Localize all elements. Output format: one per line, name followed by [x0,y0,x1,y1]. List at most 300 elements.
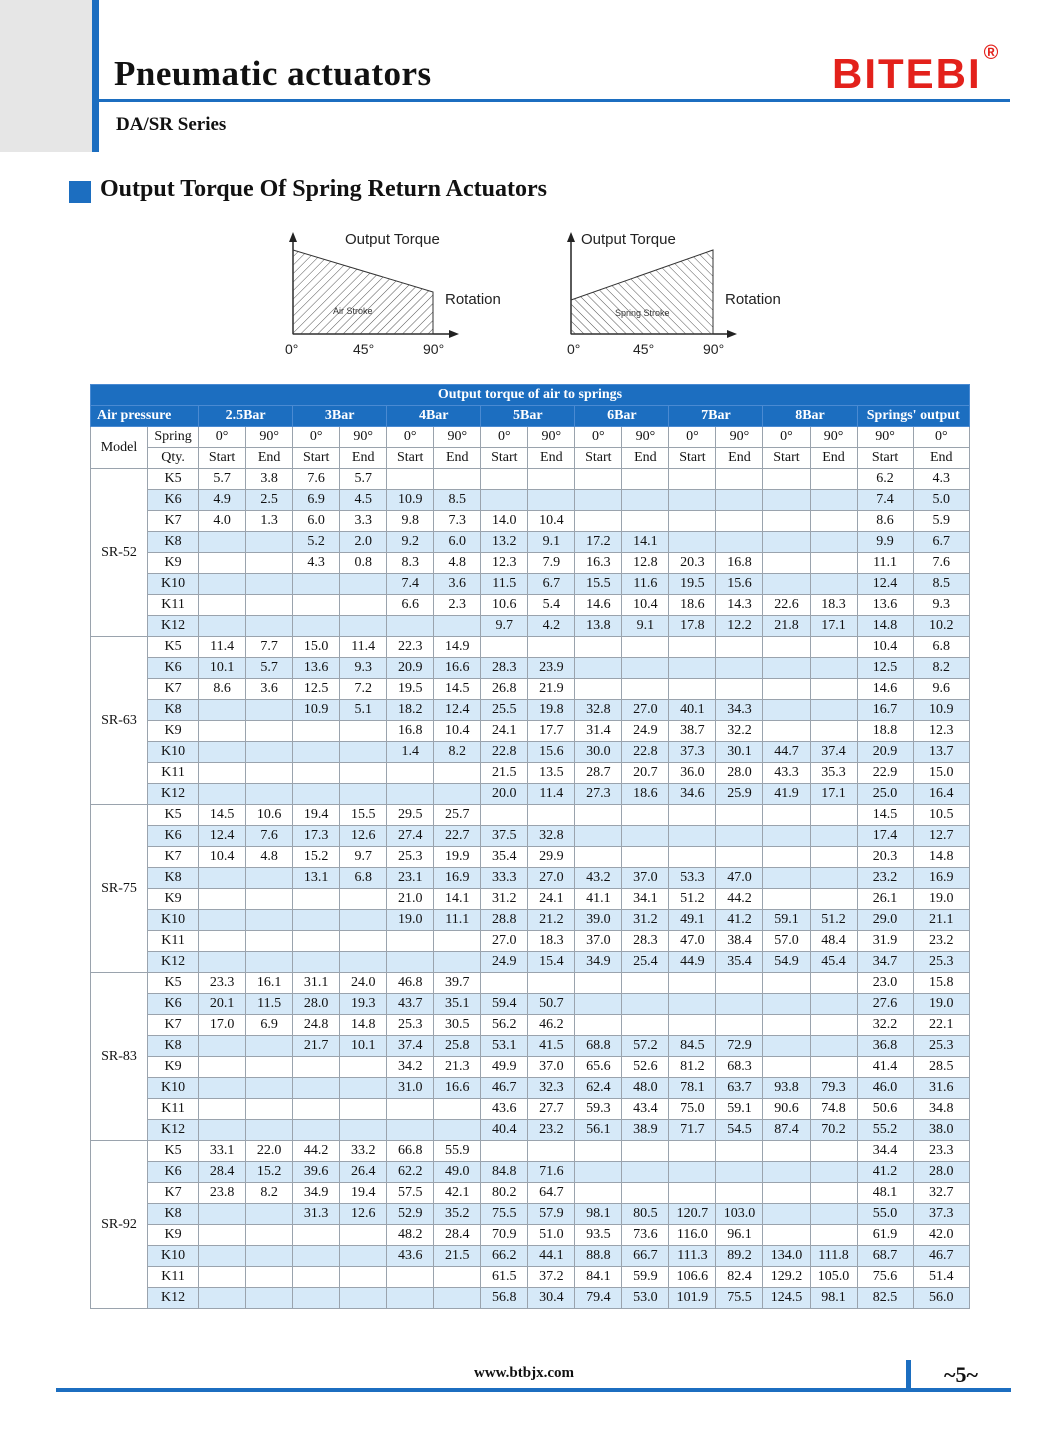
torque-cell: 61.9 [857,1225,913,1246]
spring-qty-cell: K10 [148,1078,199,1099]
torque-cell: 27.0 [622,700,669,721]
torque-cell [199,616,246,637]
torque-cell [528,1141,575,1162]
torque-cell: 14.8 [857,616,913,637]
torque-cell [669,826,716,847]
torque-cell [246,700,293,721]
torque-cell: 0.8 [340,553,387,574]
torque-cell: 13.7 [913,742,969,763]
torque-cell [246,742,293,763]
torque-cell: 25.3 [913,1036,969,1057]
spring-qty-cell: K12 [148,952,199,973]
springs-output-header: Springs' output [857,406,969,427]
torque-cell [622,805,669,826]
torque-cell: 26.8 [481,679,528,700]
torque-cell: 55.9 [434,1141,481,1162]
tick-90: 90° [703,341,725,357]
torque-cell [199,784,246,805]
torque-cell: 27.0 [481,931,528,952]
torque-cell: 52.6 [622,1057,669,1078]
torque-cell: 43.6 [387,1246,434,1267]
torque-cell: 5.1 [340,700,387,721]
torque-cell [810,574,857,595]
torque-cell [810,1225,857,1246]
torque-cell: 13.1 [293,868,340,889]
torque-cell: 13.5 [528,763,575,784]
table-row [91,1015,970,1036]
torque-cell: 9.7 [481,616,528,637]
table-row [91,1099,970,1120]
torque-cell: 38.0 [913,1120,969,1141]
torque-cell [763,994,810,1015]
torque-cell [763,1036,810,1057]
torque-cell: 16.3 [575,553,622,574]
torque-cell [340,910,387,931]
angle-header: 90° [434,427,481,448]
torque-cell: 4.5 [340,490,387,511]
torque-cell [669,679,716,700]
torque-cell [340,1288,387,1309]
torque-cell: 10.4 [857,637,913,658]
torque-cell: 106.6 [669,1267,716,1288]
torque-cell: 31.2 [622,910,669,931]
table-row [91,1267,970,1288]
torque-cell [199,532,246,553]
torque-cell [246,553,293,574]
angle-header: 0° [669,427,716,448]
torque-cell [246,721,293,742]
torque-cell: 15.8 [913,973,969,994]
torque-cell: 7.9 [528,553,575,574]
torque-cell: 90.6 [763,1099,810,1120]
torque-cell: 20.0 [481,784,528,805]
torque-cell: 37.0 [528,1057,575,1078]
torque-cell: 47.0 [669,931,716,952]
torque-cell: 75.6 [857,1267,913,1288]
torque-cell: 29.9 [528,847,575,868]
start-header: Start [387,448,434,469]
torque-cell: 9.6 [913,679,969,700]
torque-cell: 75.5 [716,1288,763,1309]
torque-cell: 23.1 [387,868,434,889]
torque-cell [763,469,810,490]
torque-cell [481,490,528,511]
start-header: Start [763,448,810,469]
torque-cell: 56.0 [913,1288,969,1309]
table-row [91,973,970,994]
spring-qty-cell: K6 [148,826,199,847]
torque-cell [575,1015,622,1036]
torque-cell [199,595,246,616]
torque-cell [199,700,246,721]
torque-cell [246,1204,293,1225]
angle-header: 0° [763,427,810,448]
torque-cell: 15.6 [716,574,763,595]
torque-cell: 51.2 [810,910,857,931]
torque-cell [293,742,340,763]
torque-cell: 22.1 [913,1015,969,1036]
torque-cell [340,721,387,742]
torque-cell [293,1246,340,1267]
header-rule [99,99,1010,102]
torque-cell [246,952,293,973]
torque-cell: 9.3 [340,658,387,679]
torque-cell: 41.5 [528,1036,575,1057]
torque-cell: 57.0 [763,931,810,952]
torque-cell [293,1057,340,1078]
torque-cell: 37.2 [528,1267,575,1288]
torque-cell [810,469,857,490]
torque-cell: 64.7 [528,1183,575,1204]
torque-cell: 14.1 [622,532,669,553]
torque-cell: 5.7 [340,469,387,490]
torque-cell: 20.3 [669,553,716,574]
torque-cell: 84.8 [481,1162,528,1183]
torque-cell [763,1183,810,1204]
table-row [91,805,970,826]
torque-cell [246,868,293,889]
torque-cell [246,574,293,595]
torque-cell: 24.8 [293,1015,340,1036]
torque-cell: 32.3 [528,1078,575,1099]
torque-cell [622,511,669,532]
torque-cell [575,490,622,511]
torque-cell [340,595,387,616]
torque-cell: 6.9 [293,490,340,511]
pressure-header: 6Bar [575,406,669,427]
torque-cell [575,805,622,826]
angle-header: 0° [575,427,622,448]
torque-cell: 1.4 [387,742,434,763]
torque-cell: 30.0 [575,742,622,763]
torque-cell [716,805,763,826]
torque-cell: 54.9 [763,952,810,973]
torque-cell: 25.7 [434,805,481,826]
torque-cell [340,1225,387,1246]
torque-cell [387,784,434,805]
torque-cell: 11.5 [246,994,293,1015]
torque-cell [199,1267,246,1288]
torque-cell [763,847,810,868]
spring-qty-cell: K8 [148,532,199,553]
torque-cell [810,658,857,679]
torque-cell [340,1078,387,1099]
torque-cell: 63.7 [716,1078,763,1099]
torque-cell [810,490,857,511]
torque-cell: 10.2 [913,616,969,637]
torque-cell: 33.1 [199,1141,246,1162]
torque-cell [340,1057,387,1078]
torque-cell [293,763,340,784]
table-row [91,994,970,1015]
torque-cell [199,1099,246,1120]
torque-cell [669,994,716,1015]
torque-cell: 15.2 [246,1162,293,1183]
end-header: End [246,448,293,469]
y-axis-label: Output Torque [581,231,676,248]
torque-cell [716,637,763,658]
brand-logo [832,42,1001,98]
torque-cell: 98.1 [575,1204,622,1225]
torque-cell [340,616,387,637]
torque-cell [763,1141,810,1162]
torque-cell: 22.7 [434,826,481,847]
torque-cell: 8.2 [913,658,969,679]
torque-cell [763,490,810,511]
torque-cell [246,1099,293,1120]
torque-cell [763,679,810,700]
torque-cell: 42.0 [913,1225,969,1246]
torque-cell [669,1015,716,1036]
torque-cell [669,658,716,679]
model-header: Model [91,427,148,469]
torque-cell: 53.1 [481,1036,528,1057]
torque-cell [293,595,340,616]
torque-cell [199,889,246,910]
torque-cell: 3.8 [246,469,293,490]
torque-cell: 35.2 [434,1204,481,1225]
torque-cell: 43.3 [763,763,810,784]
table-row [91,1078,970,1099]
torque-cell: 89.2 [716,1246,763,1267]
torque-cell: 19.9 [434,847,481,868]
torque-cell [810,1057,857,1078]
torque-cell: 34.6 [669,784,716,805]
torque-cell: 28.0 [293,994,340,1015]
torque-cell: 18.8 [857,721,913,742]
torque-cell [763,826,810,847]
torque-cell: 37.4 [387,1036,434,1057]
torque-cell [716,1015,763,1036]
torque-cell [716,658,763,679]
torque-cell [763,700,810,721]
angle-header: 0° [913,427,969,448]
torque-cell: 16.9 [913,868,969,889]
torque-cell: 16.8 [387,721,434,742]
torque-cell: 12.5 [293,679,340,700]
brand-name: BITEBI [832,50,982,97]
torque-cell: 7.6 [913,553,969,574]
torque-cell: 16.9 [434,868,481,889]
torque-cell: 28.4 [199,1162,246,1183]
torque-cell: 41.4 [857,1057,913,1078]
angle-header: 0° [199,427,246,448]
torque-cell: 66.7 [622,1246,669,1267]
table-row [91,1120,970,1141]
angle-header: 90° [622,427,669,448]
torque-cell: 28.3 [622,931,669,952]
torque-cell: 37.3 [913,1204,969,1225]
torque-cell: 38.7 [669,721,716,742]
torque-cell: 18.2 [387,700,434,721]
tick-45: 45° [353,341,375,357]
torque-cell [246,532,293,553]
torque-cell [810,1162,857,1183]
torque-cell: 6.0 [434,532,481,553]
pressure-header: 8Bar [763,406,857,427]
torque-cell: 129.2 [763,1267,810,1288]
torque-cell: 19.3 [340,994,387,1015]
torque-cell: 34.2 [387,1057,434,1078]
torque-cell: 35.4 [481,847,528,868]
torque-cell: 12.3 [481,553,528,574]
torque-cell [622,637,669,658]
torque-cell [763,532,810,553]
torque-cell: 12.4 [434,700,481,721]
torque-cell: 44.2 [293,1141,340,1162]
torque-cell [293,616,340,637]
torque-cell: 12.6 [340,826,387,847]
torque-cell: 47.0 [716,868,763,889]
torque-cell [669,1183,716,1204]
torque-cell: 30.5 [434,1015,481,1036]
table-row [91,826,970,847]
page-title: Pneumatic actuators [114,54,432,93]
spring-qty-cell: K9 [148,889,199,910]
torque-cell: 80.2 [481,1183,528,1204]
torque-cell [387,469,434,490]
torque-cell [387,1099,434,1120]
torque-cell [575,1183,622,1204]
torque-cell: 28.7 [575,763,622,784]
torque-cell: 75.5 [481,1204,528,1225]
model-cell: SR-75 [91,805,148,973]
torque-cell: 21.0 [387,889,434,910]
torque-cell: 14.5 [434,679,481,700]
torque-cell [340,889,387,910]
torque-cell: 25.5 [481,700,528,721]
torque-cell: 120.7 [669,1204,716,1225]
torque-cell: 15.2 [293,847,340,868]
spring-qty-cell: K5 [148,1141,199,1162]
torque-cell: 25.3 [387,1015,434,1036]
table-row [91,910,970,931]
torque-cell: 30.1 [716,742,763,763]
torque-cell: 6.8 [340,868,387,889]
torque-cell [293,952,340,973]
torque-cell: 44.7 [763,742,810,763]
torque-cell: 49.9 [481,1057,528,1078]
torque-cell [763,868,810,889]
table-row [91,574,970,595]
torque-cell [763,574,810,595]
torque-cell [293,1078,340,1099]
torque-cell [387,1288,434,1309]
torque-cell: 36.8 [857,1036,913,1057]
torque-cell: 111.3 [669,1246,716,1267]
torque-cell: 116.0 [669,1225,716,1246]
torque-cell: 88.8 [575,1246,622,1267]
torque-cell: 39.0 [575,910,622,931]
torque-cell: 28.4 [434,1225,481,1246]
torque-cell [810,1036,857,1057]
torque-cell: 55.2 [857,1120,913,1141]
torque-cell: 18.6 [622,784,669,805]
torque-cell [293,931,340,952]
torque-cell: 5.7 [199,469,246,490]
torque-cell [716,469,763,490]
torque-cell: 16.4 [913,784,969,805]
torque-cell: 55.0 [857,1204,913,1225]
torque-cell: 14.1 [434,889,481,910]
torque-cell: 5.7 [246,658,293,679]
torque-cell: 2.3 [434,595,481,616]
torque-cell [622,1183,669,1204]
spring-qty-cell: K9 [148,721,199,742]
torque-cell: 16.6 [434,1078,481,1099]
torque-cell: 11.5 [481,574,528,595]
torque-cell: 15.5 [340,805,387,826]
torque-cell: 59.1 [716,1099,763,1120]
spring-qty-cell: K9 [148,1057,199,1078]
torque-cell: 75.0 [669,1099,716,1120]
torque-cell: 34.8 [913,1099,969,1120]
spring-stroke-diagram [565,222,825,362]
torque-cell: 10.9 [913,700,969,721]
start-header: Start [669,448,716,469]
spring-qty-cell: K8 [148,1036,199,1057]
torque-cell: 23.3 [199,973,246,994]
torque-cell: 37.5 [481,826,528,847]
torque-cell [622,490,669,511]
torque-cell: 66.8 [387,1141,434,1162]
torque-cell [575,847,622,868]
torque-cell: 27.7 [528,1099,575,1120]
torque-cell [763,973,810,994]
x-axis-label: Rotation [445,291,501,308]
torque-cell [293,574,340,595]
angle-header: 90° [810,427,857,448]
torque-cell [622,826,669,847]
torque-cell: 23.2 [528,1120,575,1141]
torque-cell: 44.2 [716,889,763,910]
table-row [91,952,970,973]
torque-cell: 34.1 [622,889,669,910]
torque-cell: 36.0 [669,763,716,784]
torque-cell: 28.0 [913,1162,969,1183]
torque-cell [246,889,293,910]
torque-cell: 80.5 [622,1204,669,1225]
torque-cell: 31.2 [481,889,528,910]
spring-qty-cell: K9 [148,553,199,574]
torque-cell: 28.0 [716,763,763,784]
torque-cell: 2.5 [246,490,293,511]
torque-cell: 10.6 [481,595,528,616]
torque-cell: 6.2 [857,469,913,490]
torque-cell: 10.9 [293,700,340,721]
torque-cell [246,931,293,952]
torque-cell: 35.3 [810,763,857,784]
torque-cell: 43.7 [387,994,434,1015]
torque-cell: 28.8 [481,910,528,931]
torque-cell [575,511,622,532]
torque-cell: 31.1 [293,973,340,994]
spring-qty-cell: K6 [148,994,199,1015]
torque-cell: 4.8 [246,847,293,868]
torque-cell: 17.1 [810,616,857,637]
torque-cell [763,1015,810,1036]
torque-cell [481,973,528,994]
torque-cell: 12.2 [716,616,763,637]
torque-cell: 10.4 [199,847,246,868]
torque-cell: 12.4 [857,574,913,595]
torque-cell: 84.1 [575,1267,622,1288]
torque-cell [763,1057,810,1078]
torque-cell [481,1141,528,1162]
torque-cell: 72.9 [716,1036,763,1057]
torque-cell: 71.6 [528,1162,575,1183]
torque-cell: 13.8 [575,616,622,637]
